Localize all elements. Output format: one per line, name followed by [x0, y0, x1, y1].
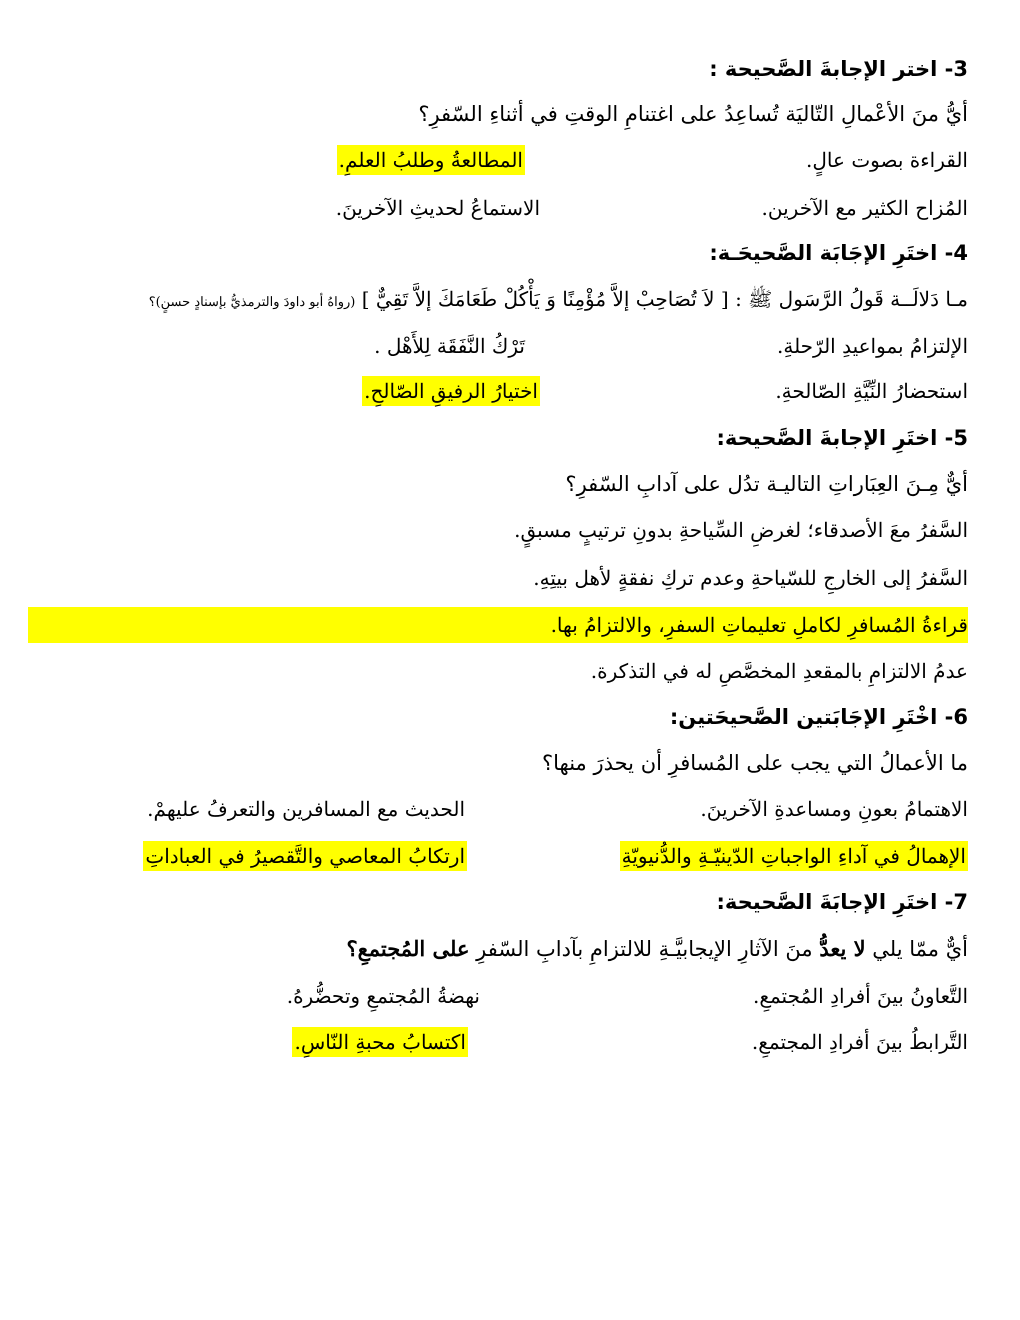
q7-option-4-answer: اكتسابُ محبةِ النّاسِ. [292, 1027, 468, 1057]
q7-question [346, 934, 968, 964]
q5-option-4: عدمُ الالتزامِ بالمقعدِ المخصَّصِ له في التذكرة. [590, 659, 968, 683]
q5-question: أيٌّ مِـنَ العِبَاراتِ التاليـة تدُل على آدابِ السّفرِ؟ [565, 472, 968, 496]
q7-question-middle: منَ الآثارِ الإيجابيَّـةِ للالتزامِ بآدابِ السّفرِ [469, 937, 820, 961]
q3-option-4: الاستماعُ لحديثِ الآخرينَ. [335, 196, 540, 220]
q7-option-2: نهضةُ المُجتمعِ وتحضُّرهُ. [286, 984, 480, 1008]
q7-option-1: التَّعاونُ بينَ أفرادِ المُجتمعِ. [752, 984, 968, 1008]
q5-option-1: السَّفرُ معَ الأصدقاء؛ لغرضِ السِّياحةِ بدونِ ترتيبٍ مسبقٍ. [514, 518, 968, 542]
q4-hadith: مـا دَلالَــة قَولُ الرَّسَول ﷺ : [ لاَ تُصَاحِبْ إلاَّ مُؤْمِنًا وَ يَأْكُلْ طَعَامَكَ إلاَّ تَقِيٌّ ] [361, 287, 968, 311]
q5-option-2: السَّفرُ إلى الخارجِ للسّياحةِ وعدم تركِ نفقةٍ لأهل بيتِهِ. [533, 566, 968, 590]
q3-question: أيُّ منَ الأعْمالِ التّاليَة تُساعِدُ على اغتنامِ الوقتِ في أثناءِ السّفرِ؟ [418, 102, 968, 126]
q6-option-4-answer: ارتكابُ المعاصي والتَّقصيرُ في العباداتِ [143, 841, 467, 871]
q7-question-negation: لا يعدُّ [819, 936, 866, 961]
q7-option-3: التَّرابطُ بينَ أفرادِ المجتمعِ. [751, 1030, 968, 1054]
q7-heading: 7- اختَرِ الإجابَةَ الصَّحيحة: [716, 890, 968, 914]
q4-option-4-answer: اختيارُ الرفيقِ الصّالحِ. [362, 376, 540, 406]
q4-citation: (رواهُ أبو داودَ والترمذيُّ بإسنادٍ حسنٍ)؟ [148, 295, 356, 310]
q3-option-1: القراءة بصوت عالٍ. [806, 148, 968, 172]
q4-question [149, 284, 968, 318]
q6-question: ما الأعمالُ التي يجب على المُسافرِ أن يحذرَ منها؟ [541, 751, 968, 775]
q6-option-1: الاهتمامُ بعونِ ومساعدةِ الآخرينَ. [700, 797, 968, 821]
q7-question-start: أيٌّ ممّا يلي [865, 937, 968, 961]
q5-option-3-answer: قراءةُ المُسافرِ لكاملِ تعليماتِ السفرِ، والالتزامُ بها. [550, 613, 968, 637]
q6-option-2: الحديث مع المسافرين والتعرفُ عليهمْ. [147, 797, 465, 821]
q4-heading: 4- اختَرِ الإجَابَة الصَّحيحَـة: [709, 241, 968, 265]
q5-heading: 5- اختَرِ الإجابةَ الصَّحيحة: [716, 426, 968, 450]
q7-question-end: على المُجتمعِ؟ [346, 936, 470, 961]
q3-option-2-answer: المطالعةُ وطلبُ العلمِ. [337, 145, 525, 175]
q3-heading: 3- اختر الإجابةَ الصَّحيحة : [709, 57, 968, 81]
q4-option-3: استحضارُ النِّيَّةِ الصّالحةِ. [775, 379, 968, 403]
q4-option-2: تَرْكُ النَّفَقَة لِلأَهْل . [374, 334, 525, 358]
q6-option-3-answer: الإهمالُ في آداءِ الواجباتِ الدّينيّـةِ والدُّنيويّةِ [620, 841, 968, 871]
q3-option-3: المُزاح الكثير مع الآخرين. [761, 196, 968, 220]
q6-heading: 6- اخْتَرِ الإجَابَتين الصَّحيحَتين: [669, 705, 968, 729]
q4-option-1: الإلتزامُ بمواعيدِ الرّحلةِ. [776, 334, 968, 358]
